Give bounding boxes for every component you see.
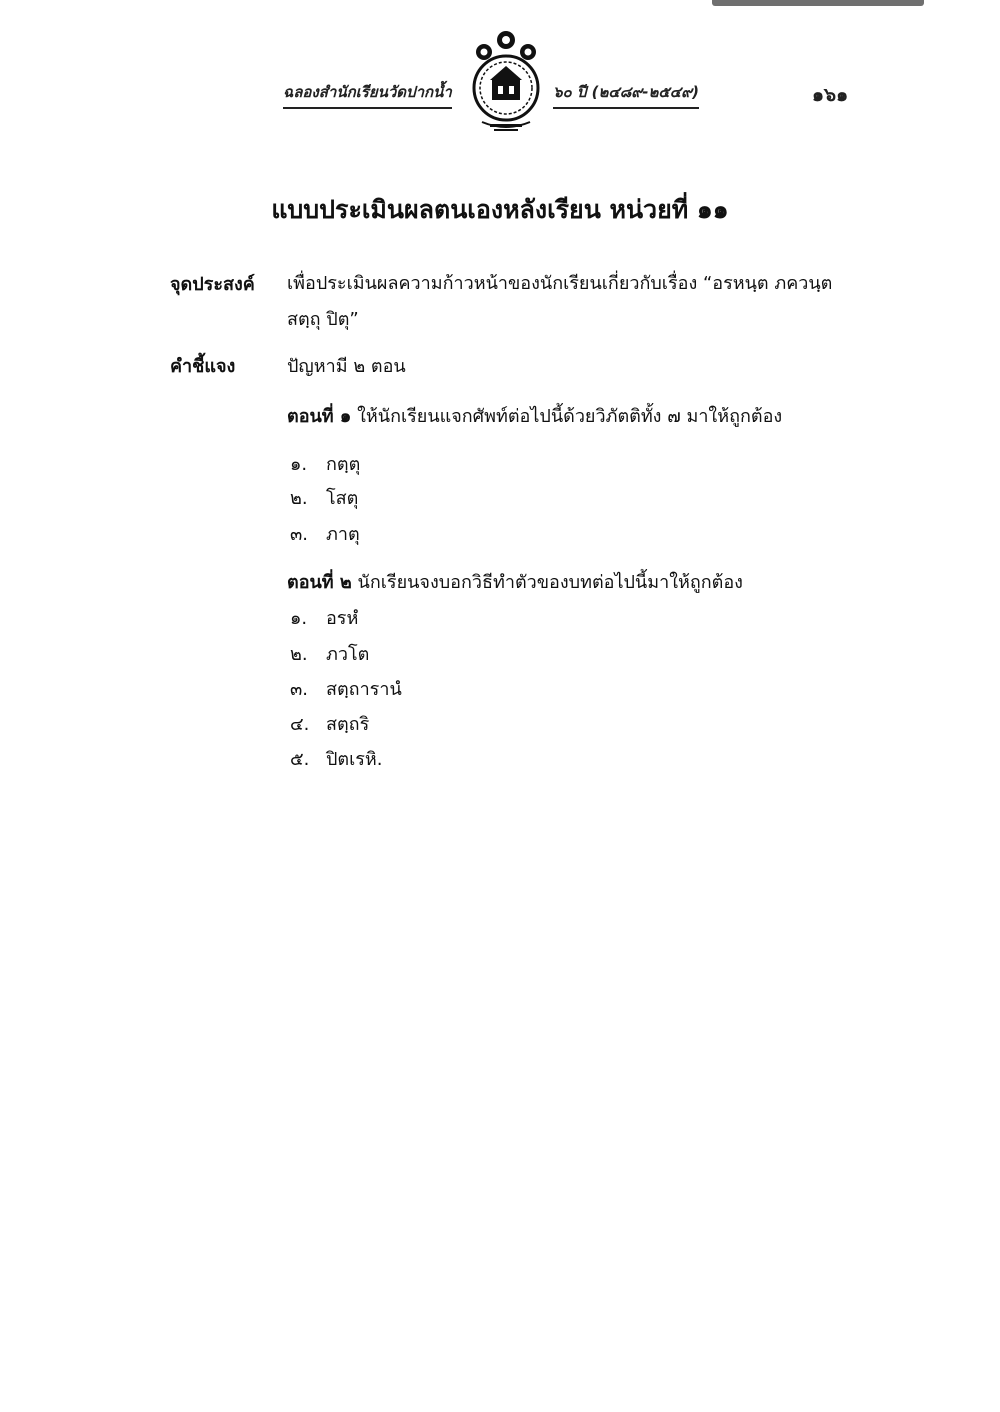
- objective-label: จุดประสงค์: [170, 274, 255, 295]
- part1-item: [290, 482, 358, 516]
- part2-item: [290, 602, 358, 636]
- part2-prompt: [287, 566, 743, 600]
- item-number: ๑.: [290, 608, 308, 629]
- item-word: สตฺถริ: [326, 714, 370, 735]
- item-number: ๒.: [290, 488, 308, 509]
- header-right-text: ๖๐ ปี (๒๔๘๙-๒๕๔๙): [553, 80, 699, 109]
- item-word: ภาตุ: [326, 524, 360, 545]
- temple-emblem-icon: [456, 30, 556, 136]
- item-word: สตฺถารานํ: [326, 679, 402, 700]
- instructions-label: คำชี้แจง: [170, 356, 236, 377]
- part1-heading: ตอนที่ ๑: [287, 406, 352, 427]
- instructions-text: ปัญหามี ๒ ตอน: [287, 356, 406, 377]
- part1-text: ให้นักเรียนแจกศัพท์ต่อไปนี้ด้วยวิภัตติทั้ง ๗ มาให้ถูกต้อง: [357, 406, 783, 427]
- item-number: ๑.: [290, 454, 308, 475]
- part2-item: [290, 743, 383, 777]
- part2-item: [290, 673, 402, 707]
- item-word: ปิตเรหิ.: [326, 749, 383, 770]
- item-word: อรหํ: [326, 608, 359, 629]
- part2-item: [290, 638, 369, 672]
- page-number: ๑๖๑: [812, 84, 849, 106]
- page-header: [0, 30, 1000, 140]
- scan-edge-mark: [712, 0, 924, 6]
- header-left-text: ฉลองสำนักเรียนวัดปากน้ำ: [283, 80, 452, 109]
- part1-prompt: [287, 400, 782, 434]
- document-title: แบบประเมินผลตนเองหลังเรียน หน่วยที่ ๑๑: [271, 195, 729, 224]
- item-number: ๓.: [290, 679, 309, 700]
- item-word: โสตุ: [326, 488, 359, 509]
- item-number: ๓.: [290, 524, 309, 545]
- item-number: ๔.: [290, 714, 310, 735]
- item-word: กตฺตุ: [326, 454, 361, 475]
- part2-heading: ตอนที่ ๒: [287, 572, 352, 593]
- item-word: ภวโต: [326, 644, 370, 665]
- part2-item: [290, 708, 369, 742]
- part1-item: [290, 518, 360, 552]
- part1-item: [290, 448, 360, 482]
- item-number: ๒.: [290, 644, 308, 665]
- part2-text: นักเรียนจงบอกวิธีทำตัวของบทต่อไปนี้มาให้ถูกต้อง: [357, 572, 743, 593]
- objective-text: เพื่อประเมินผลความก้าวหน้าของนักเรียนเกี่ยวกับเรื่อง “อรหนฺต ภควนฺต สตฺถุ ปิตุ”: [287, 273, 833, 330]
- item-number: ๕.: [290, 749, 310, 770]
